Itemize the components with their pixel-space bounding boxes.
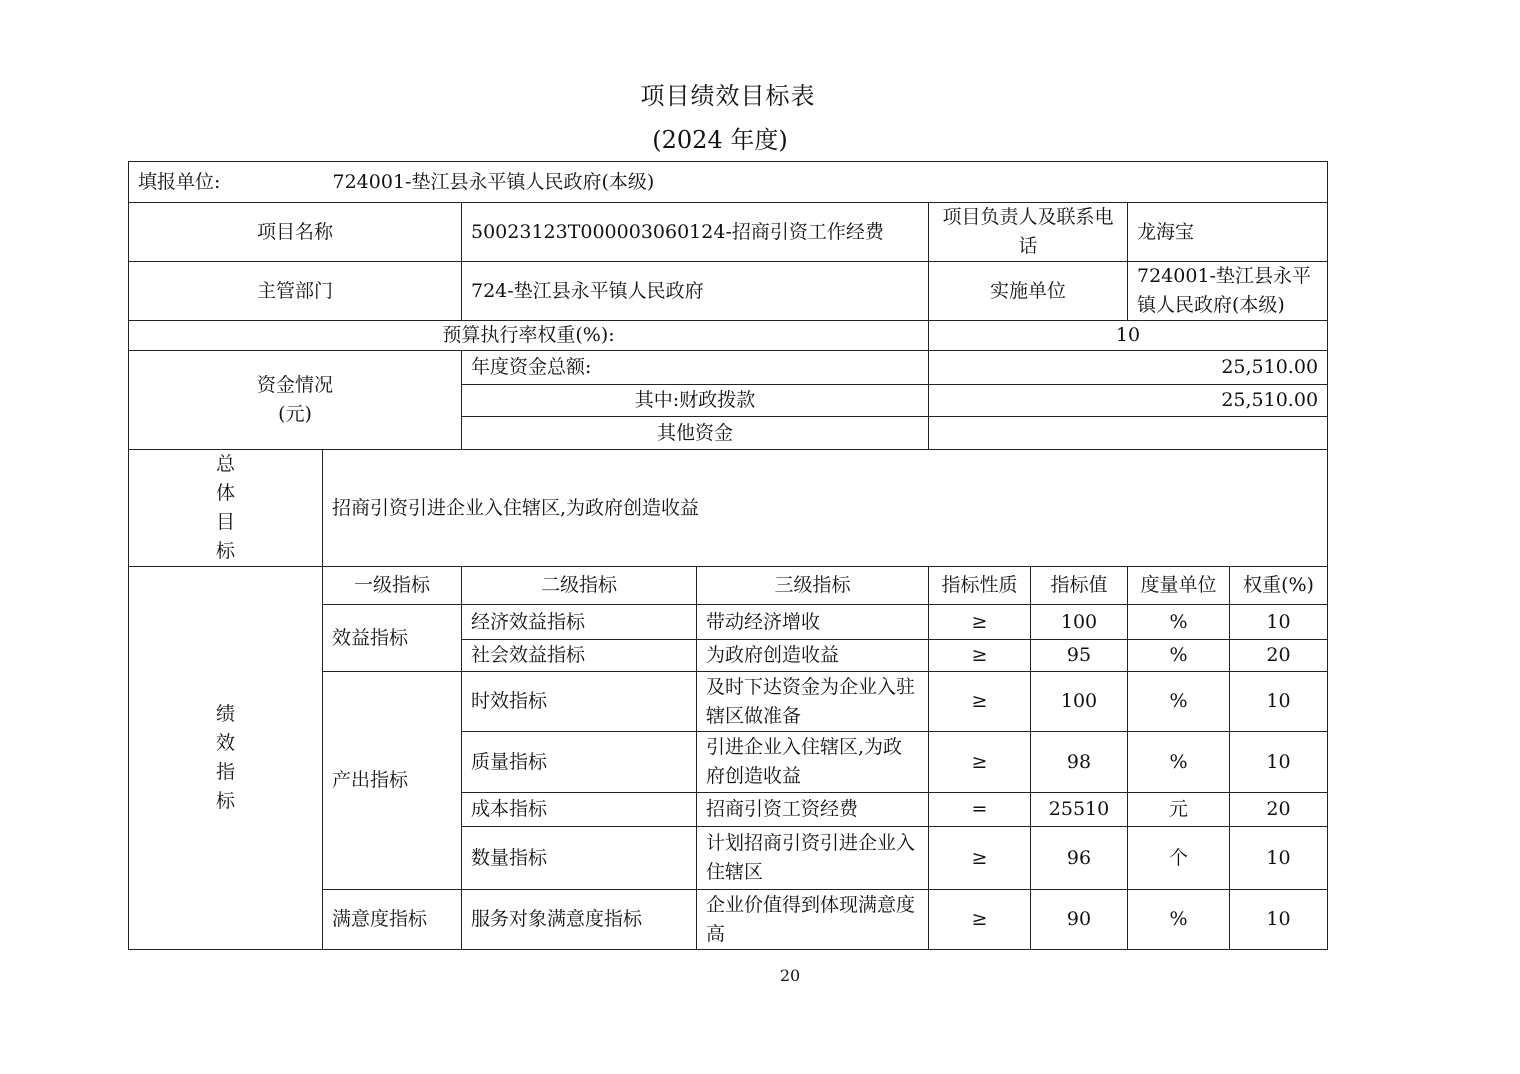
indicator-value: 25510 bbox=[1031, 793, 1128, 827]
level2-indicator: 成本指标 bbox=[462, 793, 697, 827]
level3-indicator: 带动经济增收 bbox=[697, 605, 929, 640]
performance-indicators-label bbox=[129, 567, 323, 950]
indicator-unit: % bbox=[1128, 672, 1230, 732]
indicator-header-3: 三级指标 bbox=[697, 567, 929, 605]
funds-fiscal-value: 25,510.00 bbox=[929, 385, 1328, 417]
level3-indicator: 为政府创造收益 bbox=[697, 640, 929, 672]
performance-target-table bbox=[128, 161, 1328, 950]
indicator-unit: % bbox=[1128, 605, 1230, 640]
overall-goal-text: 招商引资引进企业入住辖区,为政府创造收益 bbox=[323, 450, 1328, 567]
goal-label-char: 总 bbox=[215, 453, 235, 475]
indicator-value: 100 bbox=[1031, 605, 1128, 640]
funds-fiscal-label: 其中:财政拨款 bbox=[462, 385, 929, 417]
indicator-value: 98 bbox=[1031, 732, 1128, 793]
level2-indicator: 质量指标 bbox=[462, 732, 697, 793]
page-number: 20 bbox=[779, 966, 801, 985]
indicator-unit: 个 bbox=[1128, 827, 1230, 890]
indicator-weight: 20 bbox=[1230, 793, 1328, 827]
level3-indicator: 企业价值得到体现满意度高 bbox=[697, 890, 929, 950]
level3-indicator: 及时下达资金为企业入驻辖区做准备 bbox=[697, 672, 929, 732]
level2-indicator: 数量指标 bbox=[462, 827, 697, 890]
overall-goal-label bbox=[129, 450, 323, 567]
level1-indicator: 满意度指标 bbox=[323, 890, 462, 950]
indicator-weight: 10 bbox=[1230, 672, 1328, 732]
level3-indicator: 计划招商引资引进企业入住辖区 bbox=[697, 827, 929, 890]
reporting-unit-value: 724001-垫江县永平镇人民政府(本级) bbox=[332, 170, 655, 193]
indicator-unit: % bbox=[1128, 640, 1230, 672]
indicators-label-char: 指 bbox=[215, 761, 235, 783]
funds-other-value bbox=[929, 417, 1328, 450]
indicator-nature: ≥ bbox=[929, 732, 1031, 793]
budget-rate-value: 10 bbox=[929, 321, 1328, 351]
indicator-unit: 元 bbox=[1128, 793, 1230, 827]
indicator-header-2: 二级指标 bbox=[462, 567, 697, 605]
level2-indicator: 服务对象满意度指标 bbox=[462, 890, 697, 950]
budget-rate-label: 预算执行率权重(%): bbox=[129, 321, 929, 351]
funds-other-label: 其他资金 bbox=[462, 417, 929, 450]
indicator-weight: 10 bbox=[1230, 605, 1328, 640]
indicator-nature: ≥ bbox=[929, 605, 1031, 640]
funds-label-line2: (元) bbox=[278, 403, 312, 425]
indicator-value: 95 bbox=[1031, 640, 1128, 672]
indicator-header-6: 度量单位 bbox=[1128, 567, 1230, 605]
indicator-value: 100 bbox=[1031, 672, 1128, 732]
indicator-header-1: 一级指标 bbox=[323, 567, 462, 605]
indicators-label-char: 效 bbox=[215, 732, 235, 754]
level2-indicator: 时效指标 bbox=[462, 672, 697, 732]
indicator-value: 96 bbox=[1031, 827, 1128, 890]
reporting-unit-label: 填报单位: bbox=[138, 170, 221, 193]
project-name-label: 项目名称 bbox=[129, 203, 462, 262]
indicator-weight: 10 bbox=[1230, 732, 1328, 793]
level1-indicator: 效益指标 bbox=[323, 605, 462, 672]
indicators-label-char: 标 bbox=[215, 790, 235, 812]
level1-indicator: 产出指标 bbox=[323, 672, 462, 890]
indicator-header-5: 指标值 bbox=[1031, 567, 1128, 605]
implementing-unit-label: 实施单位 bbox=[929, 262, 1128, 321]
funds-total-label: 年度资金总额: bbox=[462, 351, 929, 385]
indicator-nature: ≥ bbox=[929, 672, 1031, 732]
indicator-unit: % bbox=[1128, 732, 1230, 793]
indicator-nature: = bbox=[929, 793, 1031, 827]
level2-indicator: 社会效益指标 bbox=[462, 640, 697, 672]
page-title: 项目绩效目标表 bbox=[640, 82, 816, 110]
indicator-weight: 10 bbox=[1230, 827, 1328, 890]
indicator-nature: ≥ bbox=[929, 827, 1031, 890]
indicator-nature: ≥ bbox=[929, 640, 1031, 672]
indicator-header-7: 权重(%) bbox=[1230, 567, 1328, 605]
funds-label-line1: 资金情况 bbox=[256, 374, 333, 396]
page-subtitle: (2024 年度) bbox=[652, 126, 788, 154]
project-owner-label: 项目负责人及联系电话 bbox=[929, 203, 1128, 262]
goal-label-char: 体 bbox=[215, 482, 235, 504]
funds-total-value: 25,510.00 bbox=[929, 351, 1328, 385]
project-name-value: 50023123T000003060124-招商引资工作经费 bbox=[462, 203, 929, 262]
supervising-dept-value: 724-垫江县永平镇人民政府 bbox=[462, 262, 929, 321]
goal-label-char: 标 bbox=[215, 540, 235, 562]
goal-label-char: 目 bbox=[215, 511, 235, 533]
indicators-label-char: 绩 bbox=[215, 703, 235, 725]
indicator-value: 90 bbox=[1031, 890, 1128, 950]
indicator-header-4: 指标性质 bbox=[929, 567, 1031, 605]
supervising-dept-label: 主管部门 bbox=[129, 262, 462, 321]
indicator-unit: % bbox=[1128, 890, 1230, 950]
indicator-weight: 10 bbox=[1230, 890, 1328, 950]
indicator-nature: ≥ bbox=[929, 890, 1031, 950]
level3-indicator: 引进企业入住辖区,为政府创造收益 bbox=[697, 732, 929, 793]
funds-label bbox=[129, 351, 462, 450]
indicator-weight: 20 bbox=[1230, 640, 1328, 672]
implementing-unit-value: 724001-垫江县永平镇人民政府(本级) bbox=[1128, 262, 1328, 321]
level3-indicator: 招商引资工资经费 bbox=[697, 793, 929, 827]
level2-indicator: 经济效益指标 bbox=[462, 605, 697, 640]
project-owner-value: 龙海宝 bbox=[1128, 203, 1328, 262]
reporting-unit-cell bbox=[129, 162, 1328, 203]
